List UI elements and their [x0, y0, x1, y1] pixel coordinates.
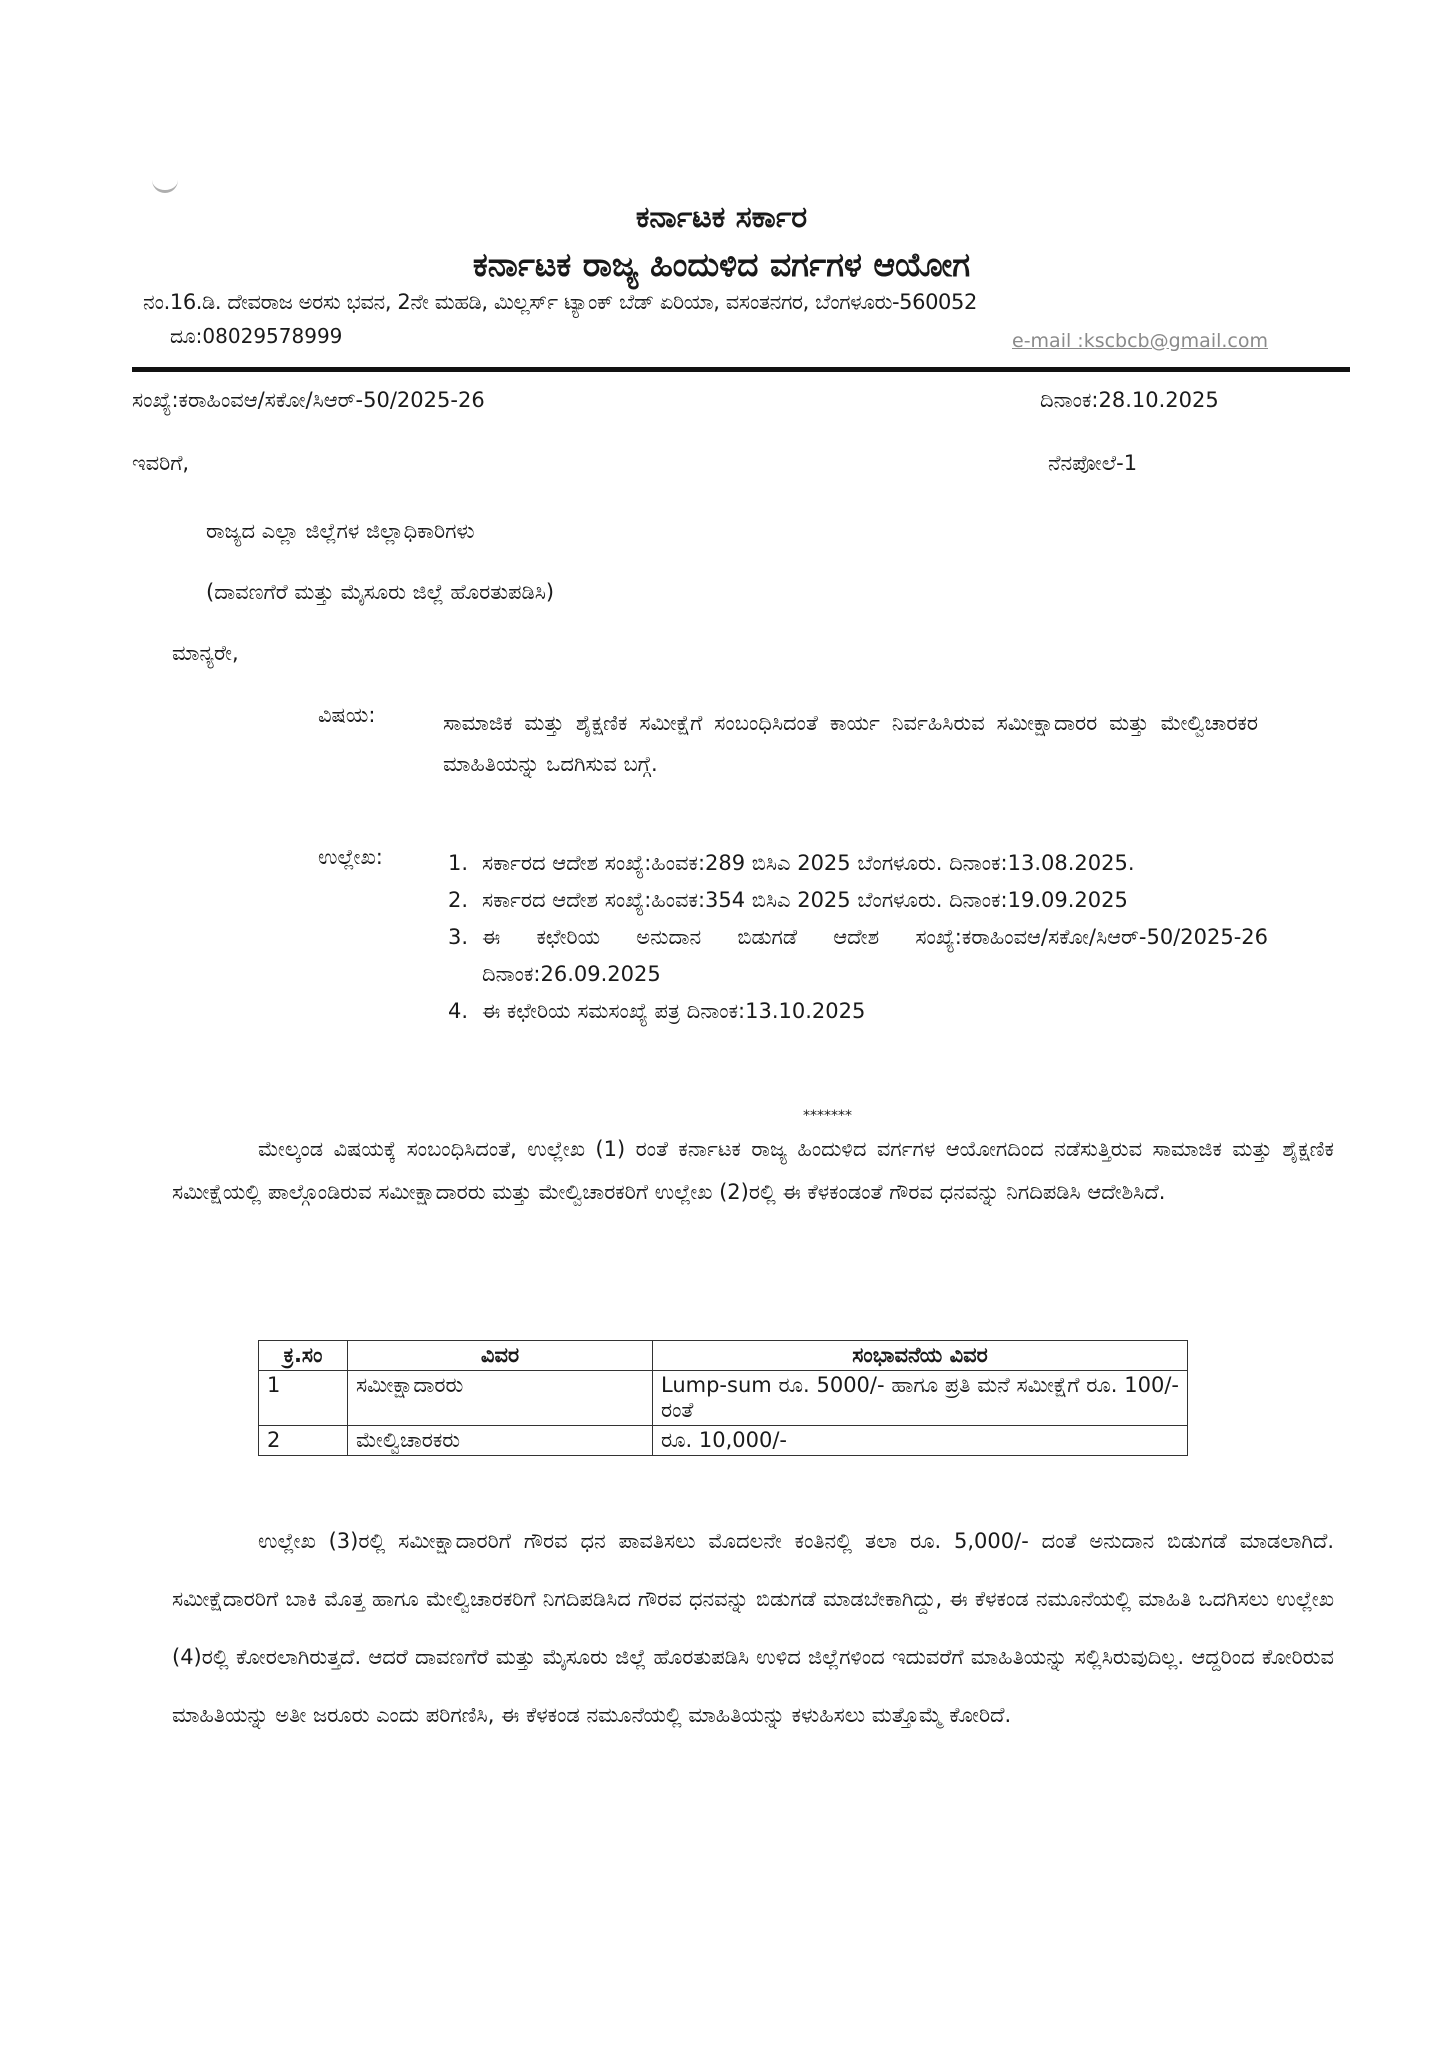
body-paragraph-1: ಮೇಲ್ಕಂಡ ವಿಷಯಕ್ಕೆ ಸಂಬಂಧಿಸಿದಂತೆ, ಉಲ್ಲೇಖ (1) ರಂತೆ ಕರ್ನಾಟಕ ರಾಜ್ಯ ಹಿಂದುಳಿದ ವರ್ಗಗಳ ಆಯೋಗದಿಂದ ನಡೆಸುತ್ತಿರುವ ಸಾಮಾಜಿಕ ಮತ್ತು ಶೈಕ್ಷಣಿಕ ಸಮೀಕ್ಷೆಯಲ್ಲಿ ಪಾಲ್ಗೊಂಡಿರುವ ಸಮೀಕ್ಷಾದಾರರು ಮತ್ತು ಮೇಲ್ವಿಚಾರಕರಿಗೆ ಉಲ್ಲೇಖ (2)ರಲ್ಲಿ ಈ ಕೆಳಕಂಡಂತೆ ಗೌರವ ಧನವನ್ನು ನಿಗದಿಪಡಿಸಿ ಆದೇಶಿಸಿದೆ.: [172, 1137, 1334, 1204]
column-header-serial: ಕ್ರ.ಸಂ: [259, 1341, 348, 1371]
cell-details: ಸಮೀಕ್ಷಾದಾರರು: [348, 1371, 653, 1426]
subject-text: ಸಾಮಾಜಿಕ ಮತ್ತು ಶೈಕ್ಷಣಿಕ ಸಮೀಕ್ಷೆಗೆ ಸಂಬಂಧಿಸಿದಂತೆ ಕಾರ್ಯ ನಿರ್ವಹಿಸಿರುವ ಸಮೀಕ್ಷಾದಾರರ ಮತ್ತು ಮೇಲ್ವಿಚಾರಕರ ಮಾಹಿತಿಯನ್ನು ಒದಗಿಸುವ ಬಗ್ಗೆ.: [443, 711, 1258, 776]
body-paragraph-2: ಉಲ್ಲೇಖ (3)ರಲ್ಲಿ ಸಮೀಕ್ಷಾದಾರರಿಗೆ ಗೌರವ ಧನ ಪಾವತಿಸಲು ಮೊದಲನೇ ಕಂತಿನಲ್ಲಿ ತಲಾ ರೂ. 5,000/- ದಂತೆ ಅನುದಾನ ಬಿಡುಗಡೆ ಮಾಡಲಾಗಿದೆ. ಸಮೀಕ್ಷೆದಾರರಿಗೆ ಬಾಕಿ ಮೊತ್ತ ಹಾಗೂ ಮೇಲ್ವಿಚಾರಕರಿಗೆ ನಿಗದಿಪಡಿಸಿದ ಗೌರವ ಧನವನ್ನು ಬಿಡುಗಡೆ ಮಾಡಬೇಕಾಗಿದ್ದು, ಈ ಕೆಳಕಂಡ ನಮೂನೆಯಲ್ಲಿ ಮಾಹಿತಿ ಒದಗಿಸಲು ಉಲ್ಲೇಖ (4)ರಲ್ಲಿ ಕೋರಲಾಗಿರುತ್ತದೆ. ಆದರೆ ದಾವಣಗೆರೆ ಮತ್ತು ಮೈಸೂರು ಜಿಲ್ಲೆ ಹೊರತುಪಡಿಸಿ ಉಳಿದ ಜಿಲ್ಲೆಗಳಿಂದ ಇದುವರೆಗೆ ಮಾಹಿತಿಯನ್ನು ಸಲ್ಲಿಸಿರುವುದಿಲ್ಲ. ಆದ್ದರಿಂದ ಕೋರಿರುವ ಮಾಹಿತಿಯನ್ನು ಅತೀ ಜರೂರು ಎಂದು ಪರಿಗಣಿಸಿ, ಈ ಕೆಳಕಂಡ ನಮೂನೆಯಲ್ಲಿ ಮಾಹಿತಿಯನ್ನು ಕಳುಹಿಸಲು ಮತ್ತೊಮ್ಮೆ ಕೋರಿದೆ.: [172, 1529, 1334, 1727]
reference-text: ಈ ಕಛೇರಿಯ ಅನುದಾನ ಬಿಡುಗಡೆ ಆದೇಶ ಸಂಖ್ಯೆ:ಕರಾಹಿಂವಆ/ಸಕೋ/ಸಿಆರ್-50/2025-26 ದಿನಾಂಕ:26.09.2025: [482, 925, 1268, 986]
letter-date: ದಿನಾಂಕ:28.10.2025: [1040, 388, 1219, 412]
column-header-details: ವಿವರ: [348, 1341, 653, 1371]
references-list: [448, 845, 1268, 1030]
government-title: ಕರ್ನಾಟಕ ಸರ್ಕಾರ: [635, 200, 808, 235]
recipient-line-1: ರಾಜ್ಯದ ಎಲ್ಲಾ ಜಿಲ್ಲೆಗಳ ಜಿಲ್ಲಾಧಿಕಾರಿಗಳು: [206, 519, 475, 543]
reference-number-label: 1.: [448, 851, 469, 875]
salutation: ಮಾನ್ಯರೇ,: [172, 641, 239, 665]
reference-item: [448, 845, 1268, 882]
section-separator: *******: [803, 1108, 852, 1124]
table-row: [259, 1426, 1188, 1456]
letterhead-divider: [132, 367, 1350, 372]
honorarium-table: [258, 1340, 1188, 1456]
subject-label: ವಿಷಯ:: [318, 703, 376, 727]
cell-serial: 2: [259, 1426, 348, 1456]
to-label: ಇವರಿಗೆ,: [132, 451, 190, 475]
reference-text: ಸರ್ಕಾರದ ಆದೇಶ ಸಂಖ್ಯೆ:ಹಿಂವಕ:354 ಬಿಸಿಎ 2025 ಬೆಂಗಳೂರು. ದಿನಾಂಕ:19.09.2025: [482, 888, 1128, 912]
commission-title: ಕರ್ನಾಟಕ ರಾಜ್ಯ ಹಿಂದುಳಿದ ವರ್ಗಗಳ ಆಯೋಗ: [472, 245, 971, 284]
reference-text: ಸರ್ಕಾರದ ಆದೇಶ ಸಂಖ್ಯೆ:ಹಿಂವಕ:289 ಬಿಸಿಎ 2025 ಬೆಂಗಳೂರು. ದಿನಾಂಕ:13.08.2025.: [482, 851, 1135, 875]
reference-item: [448, 882, 1268, 919]
cell-honorarium: ರೂ. 10,000/-: [653, 1426, 1188, 1456]
reference-text: ಈ ಕಛೇರಿಯ ಸಮಸಂಖ್ಯೆ ಪತ್ರ ದಿನಾಂಕ:13.10.2025: [482, 999, 866, 1023]
phone-number: ದೂ:08029578999: [170, 324, 343, 348]
cell-details: ಮೇಲ್ವಿಚಾರಕರು: [348, 1426, 653, 1456]
cell-serial: 1: [259, 1371, 348, 1426]
reference-number-label: 4.: [448, 999, 469, 1023]
reference-item: [448, 993, 1268, 1030]
table-row: [259, 1371, 1188, 1426]
email-link[interactable]: e-mail :kscbcb@gmail.com: [1012, 330, 1268, 352]
reference-number-label: 3.: [448, 925, 469, 949]
recipient-line-2: (ದಾವಣಗೆರೆ ಮತ್ತು ಮೈಸೂರು ಜಿಲ್ಲೆ ಹೊರತುಪಡಿಸಿ): [206, 580, 555, 604]
table-header-row: [259, 1341, 1188, 1371]
office-address: ನಂ.16.ಡಿ. ದೇವರಾಜ ಅರಸು ಭವನ, 2ನೇ ಮಹಡಿ, ಮಿಲ್ಲರ್ಸ್ ಟ್ಯಾಂಕ್ ಬೆಡ್ ಏರಿಯಾ, ವಸಂತನಗರ, ಬೆಂಗಳೂರು-560052: [143, 290, 977, 314]
cell-honorarium: Lump-sum ರೂ. 5000/- ಹಾಗೂ ಪ್ರತಿ ಮನೆ ಸಮೀಕ್ಷೆಗೆ ರೂ. 100/- ರಂತೆ: [653, 1371, 1188, 1426]
column-header-honorarium: ಸಂಭಾವನೆಯ ವಿವರ: [653, 1341, 1188, 1371]
reminder-label: ನೆನಪೋಲೆ-1: [1048, 451, 1138, 475]
references-label: ಉಲ್ಲೇಖ:: [318, 845, 383, 869]
reference-number-label: 2.: [448, 888, 469, 912]
scan-mark: [152, 176, 178, 193]
reference-item: [448, 919, 1268, 993]
reference-number: ಸಂಖ್ಯೆ:ಕರಾಹಿಂವಆ/ಸಕೋ/ಸಿಆರ್-50/2025-26: [132, 388, 485, 412]
